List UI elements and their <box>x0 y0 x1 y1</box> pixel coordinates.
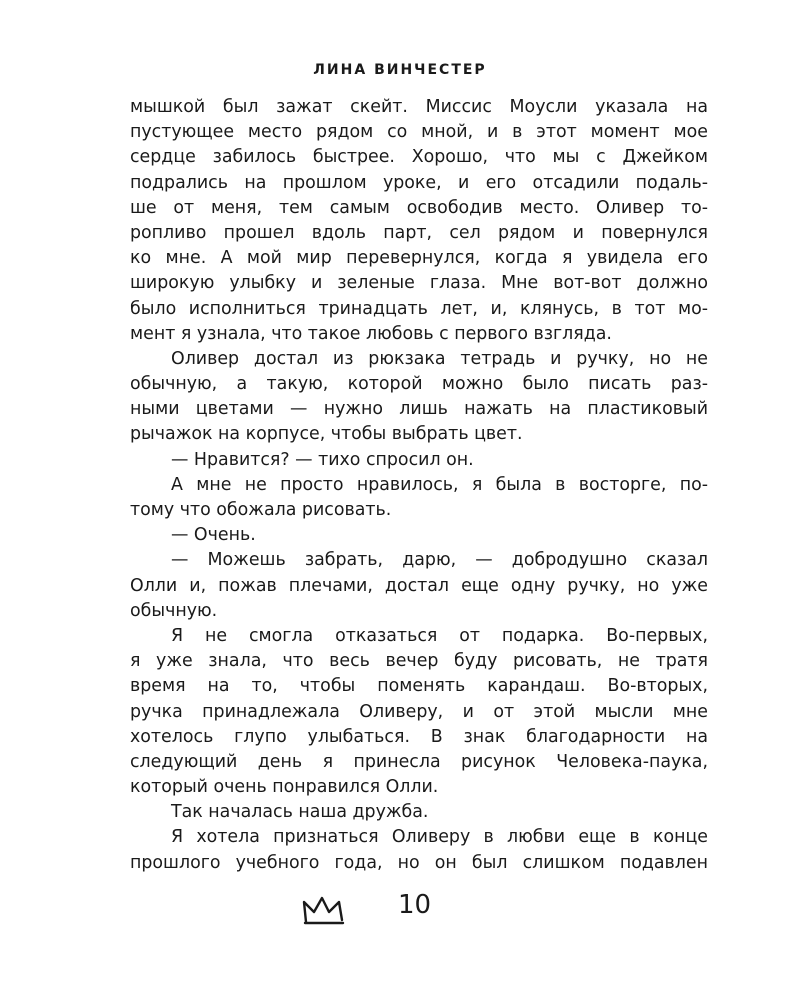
text-line: прошлого учебного года, но он был слишком подавлен <box>130 852 708 873</box>
text-line: было исполниться тринадцать лет, и, клянусь, в тот мо- <box>130 298 708 319</box>
crown-icon <box>300 894 348 928</box>
text-line: ручка принадлежала Оливеру, и от этой мысли мне <box>130 701 708 722</box>
text-line: обычную. <box>130 600 218 621</box>
text-line: Олли и, пожав плечами, достал еще одну ручку, но уже <box>130 575 708 596</box>
text-line: тому что обожала рисовать. <box>130 500 392 520</box>
text-line: — Очень. <box>171 525 256 546</box>
text-line: подрались на прошлом уроке, и его отсадили подаль- <box>130 172 708 193</box>
text-line: — Можешь забрать, дарю, — добродушно сказал <box>171 550 708 571</box>
text-line: — Нравится? — тихо спросил он. <box>171 449 474 470</box>
text-line: Оливер достал из рюкзака тетрадь и ручку, но не <box>171 348 708 369</box>
text-line: А мне не просто нравилось, я была в восторге, по- <box>171 474 708 495</box>
text-line: рычажок на корпусе, чтобы выбрать цвет. <box>130 424 523 445</box>
text-line: мент я узнала, что такое любовь с первого взгляда. <box>130 323 612 344</box>
text-line: Так началась наша дружба. <box>171 802 429 823</box>
text-line: Я не смогла отказаться от подарка. Во-первых, <box>171 625 708 646</box>
text-line: ко мне. А мой мир перевернулся, когда я увидела его <box>130 248 708 269</box>
text-line: широкую улыбку и зеленые глаза. Мне вот-вот должно <box>130 273 708 294</box>
page-number: 10 <box>398 890 432 920</box>
running-header: ЛИНА ВИНЧЕСТЕР <box>313 62 487 78</box>
text-line: обычную, а такую, которой можно было писать раз- <box>130 374 708 395</box>
page-footer <box>0 888 800 938</box>
text-line: Я хотела признаться Оливеру в любви еще в конце <box>171 827 708 848</box>
text-line: мышкой был зажат скейт. Миссис Моусли указала на <box>130 97 708 117</box>
text-line: ропливо прошел вдоль парт, сел рядом и повернулся <box>130 222 708 243</box>
text-line: хотелось глупо улыбаться. В знак благодарности на <box>130 726 708 747</box>
text-line: следующий день я принесла рисунок Человека-паука, <box>130 751 708 772</box>
text-line: сердце забилось быстрее. Хорошо, что мы с Джейком <box>130 147 708 168</box>
text-line: ше от меня, тем самым освободив место. Оливер то- <box>130 197 708 218</box>
text-line: я уже знала, что весь вечер буду рисовать, не тратя <box>130 651 708 672</box>
text-line: который очень понравился Олли. <box>130 777 439 798</box>
body-text <box>130 95 708 876</box>
text-line: ными цветами — нужно лишь нажать на пластиковый <box>130 399 708 420</box>
text-line: пустующее место рядом со мной, и в этот момент мое <box>130 122 708 143</box>
text-line: время на то, чтобы поменять карандаш. Во-вторых, <box>130 676 708 697</box>
